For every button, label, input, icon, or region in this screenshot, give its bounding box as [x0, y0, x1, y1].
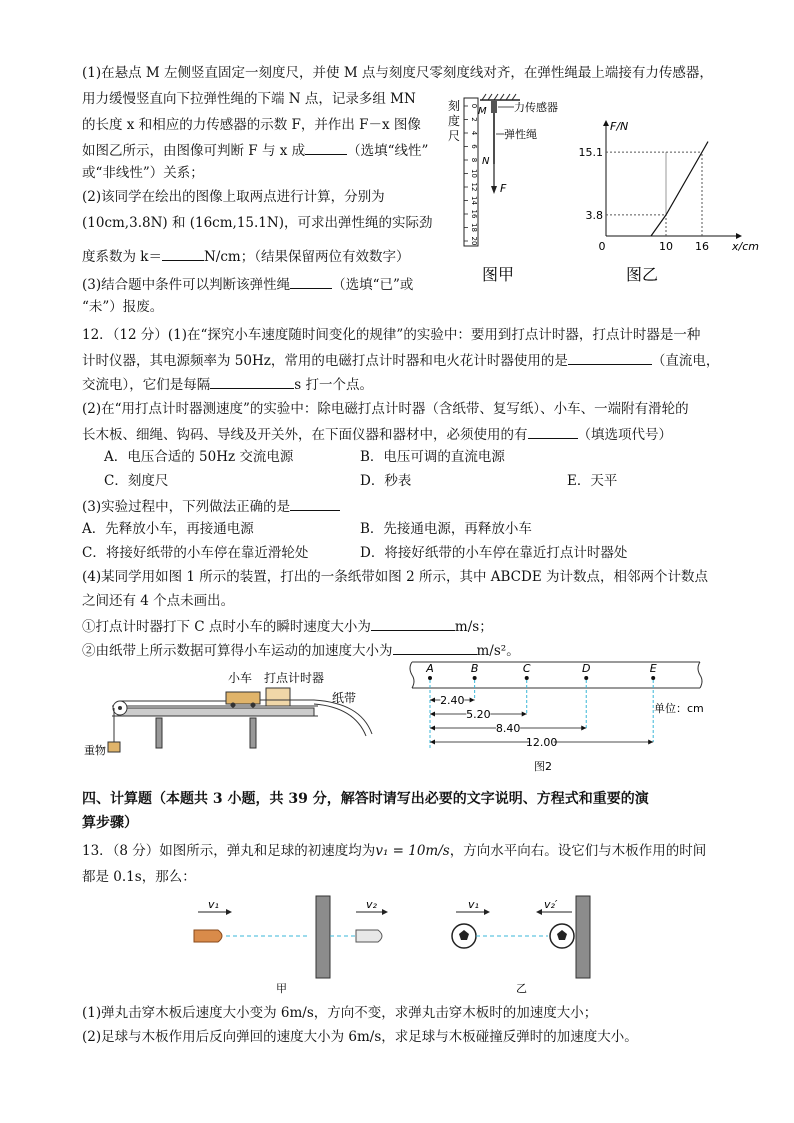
section4-title-line2: 算步骤） — [82, 815, 138, 831]
option-D2: D．将接好纸带的小车停在靠近打点计时器处 — [360, 545, 628, 561]
answer-blank[interactable] — [528, 424, 578, 439]
answer-blank[interactable] — [305, 140, 347, 155]
x-axis-label: x/cm — [732, 240, 759, 253]
answer-blank[interactable] — [210, 374, 294, 389]
ruler-tick-label: 2 — [470, 117, 478, 122]
label-N: N — [482, 156, 490, 167]
ruler-tick-label: 14 — [470, 196, 478, 205]
tape-dim-label: 2.40 — [440, 694, 465, 707]
tape-point-label: C — [522, 662, 531, 675]
q13-line2: 都是 0.1s，那么： — [82, 869, 196, 885]
ruler-tick-label: 12 — [470, 182, 478, 192]
q11-part3-text: (3)结合题中条件可以判断该弹性绳 — [82, 277, 291, 293]
q11-part1-line1: (1)在悬点 M 左侧竖直固定一刻度尺，并使 M 点与刻度尺零刻度线对齐，在弹性绳最上端接有力传感器， — [82, 65, 713, 81]
q11-k-unit: N/cm；（结果保留两位有效数字） — [203, 249, 410, 265]
q11-part1-line5: 或“非线性”）关系； — [82, 165, 204, 181]
tape-dim-arrow — [522, 712, 527, 717]
option-D: D．秒表 — [360, 473, 412, 489]
bullet-before — [194, 930, 222, 942]
y-axis-arrow — [603, 120, 609, 126]
q12-line3 — [82, 374, 373, 394]
label-car: 小车 — [228, 671, 253, 685]
label-v2p: v₂′ — [544, 898, 558, 911]
q13-part2: (2)足球与木板作用后反向弹回的速度大小为 6m/s，求足球与木板碰撞反弹时的加速度大小。 — [82, 1029, 638, 1045]
q11-part1-line4 — [82, 140, 428, 160]
label-M: M — [478, 106, 487, 117]
q13-figure — [180, 890, 620, 1000]
y-tick-label: 15.1 — [578, 146, 603, 160]
x-tick-label: 10 — [659, 240, 673, 253]
caption-yi-q13: 乙 — [516, 982, 527, 995]
ruler-tick-label: 4 — [470, 130, 478, 136]
q12-line5-end: （填选项代号） — [577, 427, 672, 443]
caption-jia-q13: 甲 — [276, 982, 287, 995]
label-weight: 重物 — [84, 744, 106, 757]
tape-dim-label: 12.00 — [525, 736, 558, 749]
q11-part2-line3 — [82, 246, 409, 266]
q12-line4: (2)在“用打点计时器测速度”的实验中：除电磁打点计时器（含纸带、复写纸）、小车、一端附有滑轮的 — [82, 401, 689, 417]
q12-part3-text: (3)实验过程中，下列做法正确的是 — [82, 499, 291, 515]
ruler-tick-label: 6 — [470, 144, 478, 149]
tape-point — [473, 676, 477, 680]
tape-point-label: B — [470, 662, 479, 675]
board-yi — [576, 896, 590, 978]
caption-yi: 图乙 — [626, 265, 659, 284]
q11-part1-line4-end: （选填“线性” — [347, 143, 429, 159]
ruler-tick-label: 0 — [470, 103, 478, 109]
q11-part2-line2 — [82, 214, 432, 232]
q12-line1: 12．（12 分）(1)在“探究小车速度随时间变化的规律”的实验中：要用到打点计时器，打点计时器是一种 — [82, 327, 701, 343]
q12-line2 — [82, 350, 719, 370]
q12-part4-line2: 之间还有 4 个点未画出。 — [82, 593, 235, 609]
table-top — [118, 708, 314, 716]
q12-a-text: ②由纸带上所示数据可算得小车运动的加速度大小为 — [82, 643, 393, 659]
label-F: F — [500, 182, 507, 195]
q12-part4-line3 — [82, 616, 493, 636]
tape-dim-arrow — [430, 712, 435, 717]
label-v2: v₂ — [366, 898, 377, 911]
caption-fig2: 图2 — [534, 760, 552, 773]
tape-dim-label: 8.40 — [495, 722, 521, 735]
figure-jia — [440, 92, 590, 292]
q12-line5-text: 长木板、细绳、钩码、导线及开关外，在下面仪器和器材中，必须使用的有 — [82, 427, 528, 443]
q11-part1-line2: 用力缓慢竖直向下拉弹性绳的下端 N 点，记录多组 MN — [82, 91, 416, 107]
figure1-apparatus — [82, 662, 392, 772]
q11-part1-line3: 的长度 x 和相应的力传感器的示数 F，并作出 F－x 图像 — [82, 117, 421, 133]
option-C: C．刻度尺 — [104, 473, 169, 489]
chart-series-line — [651, 142, 708, 236]
tape-point — [651, 676, 655, 680]
figure2-tape — [406, 656, 706, 776]
q12-line2-end: （直流电， — [651, 353, 720, 369]
ruler-label-3: 尺 — [448, 129, 461, 143]
q13-line1-end: ，方向水平向右。设它们与木板作用的时间 — [449, 843, 707, 859]
tape-point-label: E — [649, 662, 657, 675]
table-leg-left — [156, 718, 162, 748]
q12-line2-text: 计时仪器，其电源频率为 50Hz，常用的电磁打点计时器和电火花计时器使用的是 — [82, 353, 568, 369]
tape-point — [525, 676, 529, 680]
q13-v1: v₁ = 10m/s — [375, 843, 450, 859]
section4-title-line1: 四、计算题（本题共 3 小题，共 39 分，解答时请写出必要的文字说明、方程式和重要的演 — [82, 791, 649, 807]
option-A2: A．先释放小车，再接通电源 — [82, 521, 254, 537]
label-rope: 弹性绳 — [504, 128, 537, 141]
label-timer: 打点计时器 — [264, 671, 325, 685]
ceiling-hatch — [482, 94, 516, 100]
ruler-tick-label: 8 — [470, 157, 478, 163]
option-A: A．电压合适的 50Hz 交流电源 — [104, 449, 294, 465]
ruler-label-1: 刻 — [448, 99, 461, 113]
cart — [226, 692, 260, 704]
tape-point — [584, 676, 588, 680]
y-axis-label: F/N — [610, 120, 629, 133]
unit-label: 单位：cm — [654, 702, 704, 715]
tape-dim-arrow — [470, 698, 475, 703]
q13-line1 — [82, 842, 706, 860]
option-B2: B．先接通电源，再释放小车 — [360, 521, 532, 537]
bullet-after — [356, 930, 382, 942]
q12-line5 — [82, 424, 672, 444]
q12-vc-text: ①打点计时器打下 C 点时小车的瞬时速度大小为 — [82, 619, 371, 635]
caption-jia: 图甲 — [482, 265, 515, 284]
option-C2: C．将接好纸带的小车停在靠近滑轮处 — [82, 545, 309, 561]
ruler-tick-label: 18 — [470, 223, 478, 232]
ticker-timer — [266, 688, 290, 706]
q12-line3-end: s 打一个点。 — [294, 377, 373, 393]
q13-line1-text: 13．（8 分）如图所示，弹丸和足球的初速度均为 — [82, 843, 376, 859]
table-leg-right — [250, 718, 256, 748]
tape-dim-label: 5.20 — [466, 708, 491, 721]
answer-blank[interactable] — [162, 246, 204, 261]
force-sensor — [491, 101, 497, 113]
tape-dim-arrow — [581, 726, 586, 731]
tape-edges — [412, 662, 700, 688]
label-v1-jia: v₁ — [208, 898, 219, 911]
tape-points — [425, 662, 656, 680]
tape-dim-arrow — [430, 726, 435, 731]
ruler-tick-label: 10 — [470, 169, 478, 178]
y-tick-label: 3.8 — [585, 208, 603, 222]
q11-points: (10cm,3.8N) 和 (16cm,15.1N) — [82, 215, 284, 231]
weight — [108, 742, 120, 752]
x-tick-label: 16 — [695, 240, 709, 253]
origin-label: 0 — [598, 240, 606, 253]
q11-part3-line2: “未”）报废。 — [82, 299, 164, 315]
answer-blank[interactable] — [393, 640, 477, 655]
q11-part1-line4-text: 如图乙所示，由图像可判断 F 与 x 成 — [82, 143, 306, 159]
q11-k-label: 度系数为 k＝ — [82, 249, 162, 265]
q13-part1: (1)弹丸击穿木板后速度大小变为 6m/s，方向不变，求弹丸击穿木板时的加速度大小； — [82, 1005, 598, 1021]
tape-point-label: A — [426, 662, 434, 675]
force-arrow-head — [491, 186, 497, 194]
q11-part2-line2-end: ，可求出弹性绳的实际劲 — [283, 215, 433, 231]
label-tape: 纸带 — [332, 691, 357, 705]
answer-blank[interactable] — [290, 496, 340, 511]
tape-dim-arrow — [648, 740, 653, 745]
figure-yi-chart — [578, 120, 759, 290]
option-B: B．电压可调的直流电源 — [360, 449, 505, 465]
q12-vc-unit: m/s； — [454, 619, 493, 635]
q11-part2-line1: (2)该同学在绘出的图像上取两点进行计算，分别为 — [82, 189, 385, 205]
x-axis-arrow — [736, 233, 742, 239]
q12-part3 — [82, 496, 340, 516]
q12-a-unit: m/s²。 — [476, 643, 520, 659]
chart-axes — [603, 120, 742, 239]
option-E: E．天平 — [567, 473, 618, 489]
ruler-tick-label: 20 — [470, 236, 478, 246]
answer-blank[interactable] — [568, 350, 652, 365]
label-v1-yi: v₁ — [468, 898, 479, 911]
answer-blank[interactable] — [290, 274, 332, 289]
tape-dim-arrow — [430, 740, 435, 745]
tape-point-label: D — [581, 662, 591, 675]
tape-dim-arrow — [430, 698, 435, 703]
tape-dimensions — [430, 680, 653, 749]
q11-part3-end: （选填“已”或 — [332, 277, 414, 293]
board-jia — [316, 896, 330, 978]
q11-part3-line1 — [82, 274, 413, 294]
q12-line3-text: 交流电），它们是每隔 — [82, 377, 211, 393]
label-sensor: 力传感器 — [514, 101, 558, 114]
q12-part4-line1: (4)某同学用如图 1 所示的装置，打出的一条纸带如图 2 所示，其中 ABCDE 为计数点，相邻两个计数点 — [82, 569, 708, 585]
ruler-tick-label: 16 — [470, 209, 478, 219]
answer-blank[interactable] — [371, 616, 455, 631]
chart-guides — [606, 152, 702, 236]
ruler-label-2: 度 — [448, 114, 461, 128]
tape-point — [428, 676, 432, 680]
